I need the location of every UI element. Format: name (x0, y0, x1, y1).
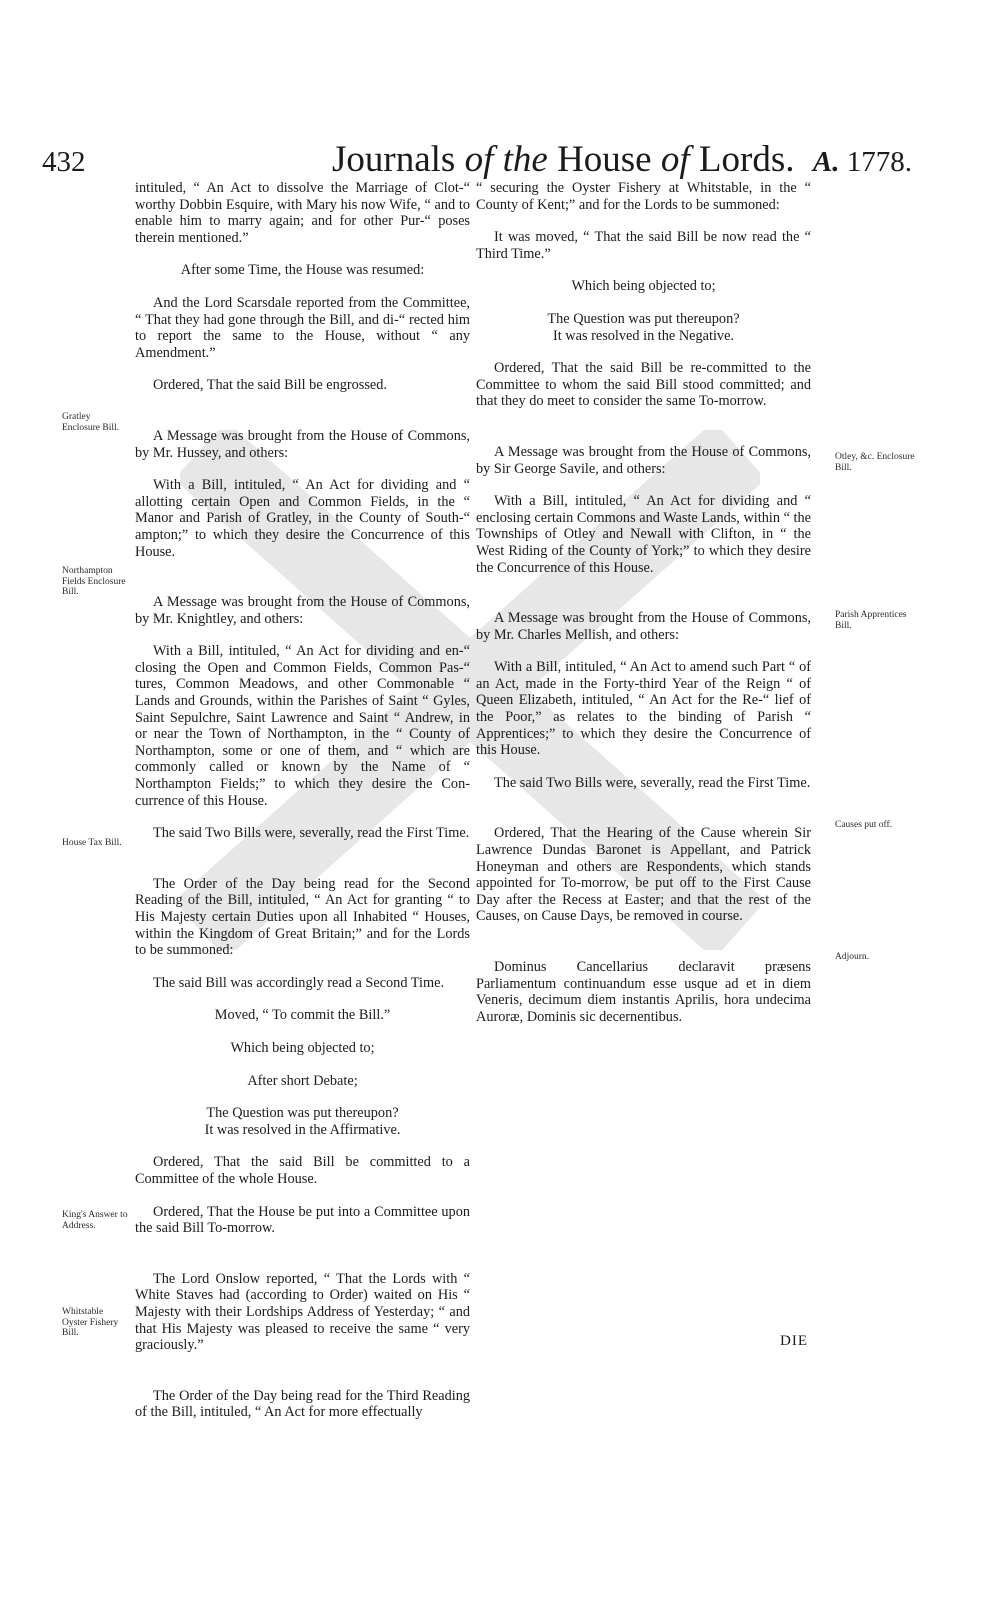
paragraph: intituled, “ An Act to dissolve the Marriage of Clot-“ worthy Dobbin Esquire, with Mary his now Wife, “ and to enable him to marry again; and for other Pur-“ poses therein mentioned.” (135, 180, 470, 246)
right-column (476, 180, 811, 1025)
paragraph: Ordered, That the said Bill be engrossed. (153, 377, 387, 394)
paragraph: The Question was put thereupon? (547, 310, 740, 327)
paragraph: Ordered, That the said Bill be re-committed to the Committee to whom the said Bill stood committed; and that they do meet to consider the same To-morrow. (476, 360, 811, 410)
margin-note-parish: Parish Apprentices Bill. (835, 610, 907, 631)
margin-note-adjourn: Adjourn. (835, 952, 870, 962)
paragraph: The said Bill was accordingly read a Second Time. (153, 974, 445, 991)
paragraph: With a Bill, intituled, “ An Act for dividing and en-“ closing the Open and Common Fields, Common Pas-“ tures, Common Meadows, and other Commonable “ Lands and Grounds, within the Parishes of Saint “ Gyles, Saint Sepulchre, Saint Lawrence and Saint “ Andrew, in or near the Town of Northampton, in the “ County of Northampton, some or one of them, and “ which are commonly called or known by the Name of “ Northampton Fields;” to which they desire the Con-currence of this House. (135, 643, 470, 809)
paragraph: The Lord Onslow reported, “ That the Lords with “ White Staves had (according to Order) waited on His “ Majesty with their Lordships Address of Yesterday; “ and that His Majesty was pleased to receive the same “ very graciously.” (135, 1270, 470, 1354)
margin-note-causes: Causes put off. (835, 820, 893, 830)
paragraph: A Message was brought from the House of Commons, by Mr. Charles Mellish, and others: (476, 610, 811, 643)
paragraph: It was resolved in the Negative. (552, 327, 735, 344)
paragraph: It was resolved in the Affirmative. (204, 1121, 401, 1138)
paragraph: The said Two Bills were, severally, read the First Time. (494, 774, 811, 791)
paragraph: With a Bill, intituled, “ An Act for dividing and “ enclosing certain Commons and Waste Lands, within “ the Townships of Otley and Newall with Clifton, in “ the West Riding of the County of York;” to which they desire the Concurrence of this House. (476, 493, 811, 576)
paragraph: After short Debate; (247, 1072, 358, 1089)
paragraph: Ordered, That the Hearing of the Cause wherein Sir Lawrence Dundas Baronet is Appellant, and Patrick Honeyman and others are Respondents, which stands appointed for To-morrow, be put off to the First Cause Day after the Recess at Easter; and that the rest of the Causes, on Cause Days, be removed in course. (476, 825, 811, 925)
paragraph: With a Bill, intituled, “ An Act for dividing and “ allotting certain Open and Common Fields, in the “ Manor and Parish of Gratley, in the County of South-“ ampton;” to which they desire the Concurrence of this House. (135, 477, 470, 560)
paragraph: The Order of the Day being read for the Third Reading of the Bill, intituled, “ An Act for more effectually (135, 1387, 470, 1421)
left-column (135, 180, 470, 1421)
paragraph: Ordered, That the House be put into a Committee upon the said Bill To-morrow. (135, 1203, 470, 1237)
page-number: 432 (42, 146, 86, 178)
year-heading: A. 1778. (812, 146, 912, 178)
paragraph: The Order of the Day being read for the Second Reading of the Bill, intituled, “ An Act for granting “ to His Majesty certain Duties upon all Inhabited “ Houses, within the Kingdom of Great Britain;” and for the Lords to be summoned: (135, 875, 470, 959)
paragraph: Moved, “ To commit the Bill.” (214, 1007, 391, 1024)
margin-note-whitstable: Whitstable Oyster Fishery Bill. (62, 1307, 119, 1339)
paragraph: A Message was brought from the House of Commons, by Mr. Hussey, and others: (135, 427, 470, 461)
paragraph: After some Time, the House was resumed: (180, 262, 425, 279)
paragraph: Ordered, That the said Bill be committed to a Committee of the whole House. (135, 1154, 470, 1187)
margin-note-house-tax: House Tax Bill. (62, 838, 122, 848)
paragraph: The said Two Bills were, severally, read the First Time. (153, 825, 470, 842)
margin-note-otley: Otley, &c. Enclosure Bill. (835, 452, 915, 473)
paragraph: “ securing the Oyster Fishery at Whitstable, in the “ County of Kent;” and for the Lords to be summoned: (476, 180, 811, 213)
paragraph: Which being objected to; (230, 1039, 375, 1056)
margin-note-gratley: Gratley Enclosure Bill. (62, 412, 119, 433)
paragraph: With a Bill, intituled, “ An Act to amend such Part “ of an Act, made in the Forty-third Year of the Reign “ of Queen Elizabeth, intituled, “ An Act for the Re-“ lief of the Poor,” as relates to the binding of Parish “ Apprentices;” to which they desire the Concurrence of this House. (476, 659, 811, 759)
paragraph: The Question was put thereupon? (206, 1105, 399, 1122)
margin-note-kings-answer: King's Answer to Address. (62, 1210, 128, 1231)
paragraph: Dominus Cancellarius declaravit præsens Parliamentum continuandum esse usque ad et in diem Veneris, decimum diem instantis Aprilis, hora undecima Auroræ, Dominis sic decernentibus. (476, 959, 811, 1025)
running-title: Journals of the House of Lords. (332, 139, 795, 180)
paragraph: A Message was brought from the House of Commons, by Mr. Knightley, and others: (135, 594, 470, 627)
paragraph: Which being objected to; (571, 278, 716, 295)
paragraph: It was moved, “ That the said Bill be now read the “ Third Time.” (476, 229, 811, 262)
paragraph: And the Lord Scarsdale reported from the Committee, “ That they had gone through the Bill, and di-“ rected him to report the same to the House, without “ any Amendment.” (135, 294, 470, 361)
catchword: DIE (780, 1333, 808, 1349)
page-header (42, 138, 912, 186)
paragraph: A Message was brought from the House of Commons, by Sir George Savile, and others: (476, 443, 811, 477)
margin-note-northampton: Northampton Fields Enclosure Bill. (62, 566, 126, 598)
